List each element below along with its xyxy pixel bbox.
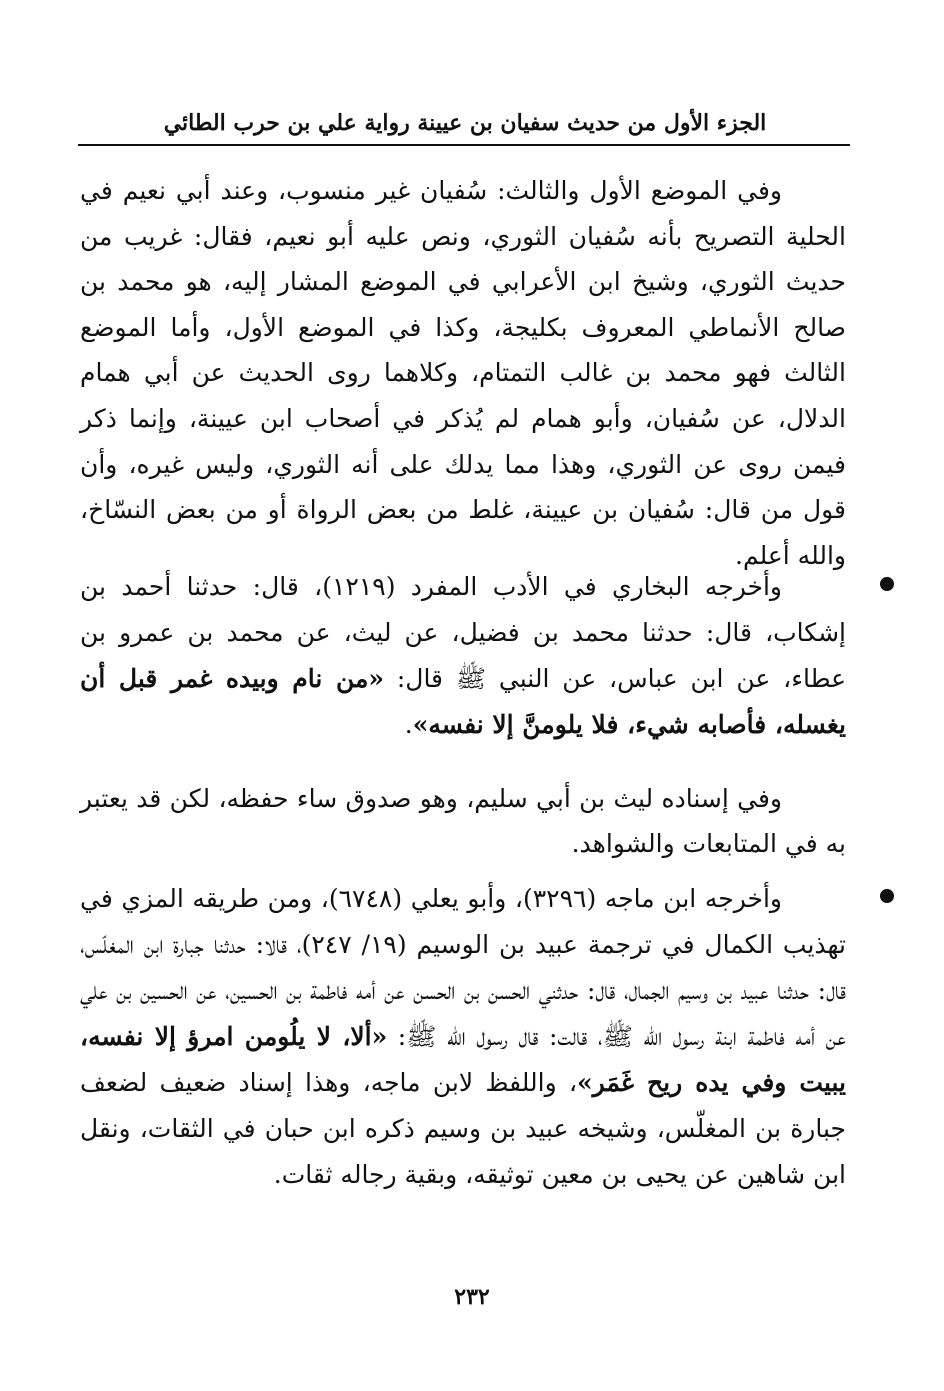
running-header: الجزء الأول من حديث سفيان بن عيينة رواية علي بن حرب الطائي [163,110,767,136]
paragraph-2 [80,776,846,866]
paragraph-1-text: وفي الموضع الأول والثالث: سُفيان غير منسوب، وعند أبي نعيم في الحلية التصريح بأنه سُفيان الثوري، ونص عليه أبو نعيم، فقال: غريب من حديث الثوري، وشيخ ابن الأعرابي في الموضع المشار إليه، هو محمد بن صالح الأنماطي المعروف بكليجة، وكذا في الموضع الأول، وأما الموضع الثالث فهو محمد بن غالب التمتام، وكلاهما روى الحديث عن أبي همام الدلال، عن سُفيان، وأبو همام لم يُذكر في أصحاب ابن عيينة، وإنما ذكر فيمن روى عن الثوري، وهذا مما يدلك على أنه الثوري، وليس غيره، وأن قول من قال: سُفيان بن عيينة، غلط من بعض الرواة أو من بعض النسّاخ، والله أعلم. [80,176,846,570]
page-number: ٢٣٢ [454,1284,490,1310]
hadith-quote-2: «ألا، لا يلُومن امرؤ إلا نفسه، يبيت وفي يده ريح غَمَر» [80,1022,846,1097]
bullet-1-text-after: . [404,710,413,739]
bullet-1-text-before: وأخرجه البخاري في الأدب المفرد (١٢١٩)، قال: حدثنا أحمد بن إشكاب، قال: حدثنا محمد بن فضيل، عن ليث، عن محمد بن عمرو بن عطاء، عن ابن عباس، عن النبي ﷺ قال: [80,572,847,693]
bullet-item-2 [80,876,846,1198]
bullet-item-1 [80,564,846,748]
hadith-quote-1: «من نام وبيده غمر قبل أن يغسله، فأصابه شيء، فلا يلومنَّ إلا نفسه» [80,664,846,739]
bullet-dot [880,889,894,903]
bullet-2-text-before: وأخرجه ابن ماجه (٣٢٩٦)، وأبو يعلي (٦٧٤٨)، ومن طريقه المزي في تهذيب الكمال في ترجمة عبيد بن الوسيم (١٩/ ٢٤٧)، قالا: حدثنا جبارة ابن المغلّس، قال: حدثنا عبيد بن وسيم الجمال، قال: حدثني الحسن بن الحسن عن أمه فاطمة بن الحسين، عن الحسين بن علي عن أمه فاطمة ابنة رسول الله ﷺ، قالت: قال رسول الله ﷺ: [80,884,847,1051]
bullet-2-text-after: ، واللفظ لابن ماجه، وهذا إسناد ضعيف لضعف جبارة بن المغلّس، وشيخه عبيد بن وسيم ذكره ابن حبان في الثقات، ونقل ابن شاهين عن يحيى بن معين توثيقه، وبقية رجاله ثقات. [80,1068,846,1189]
bullet-dot [880,577,894,591]
paragraph-2-text: وفي إسناده ليث بن أبي سليم، وهو صدوق ساء حفظه، لكن قد يعتبر به في المتابعات والشواهد. [80,784,846,858]
paragraph-1 [80,168,846,578]
header-rule [78,144,850,146]
